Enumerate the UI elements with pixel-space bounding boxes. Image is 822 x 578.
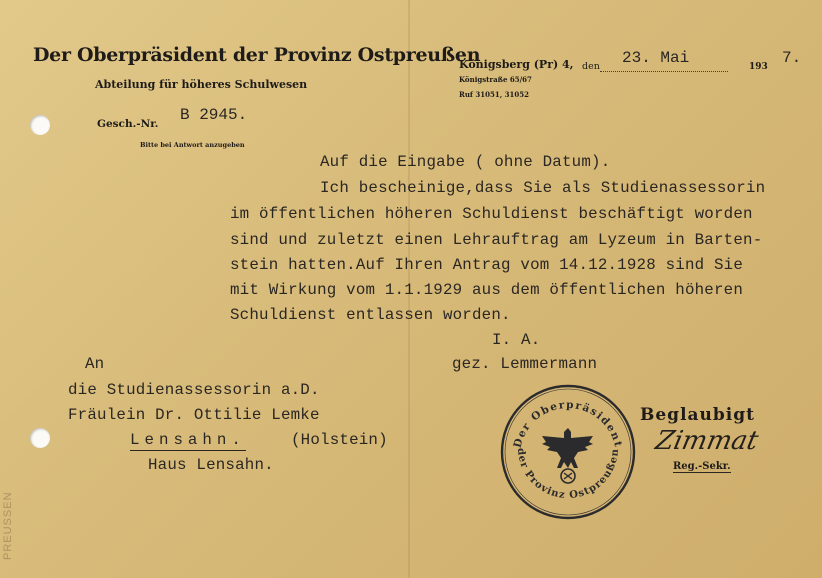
punch-hole-top [30, 115, 50, 135]
date-underline [600, 71, 728, 72]
year-suffix: 7. [782, 49, 802, 67]
file-no-label: Gesch.-Nr. [97, 118, 159, 130]
body-line-1: Auf die Eingabe ( ohne Datum). [320, 153, 611, 171]
street-address: Königstraße 65/67 [459, 75, 532, 84]
department-subtitle: Abteilung für höheres Schulwesen [95, 78, 308, 91]
den-label: den [582, 61, 600, 72]
certifier-title: Reg.-Sekr. [673, 461, 731, 472]
date-day-month: 23. Mai [622, 49, 690, 67]
body-line-3: im öffentlichen höheren Schuldienst beschäftigt worden [230, 205, 753, 223]
signature-ia: I. A. [492, 331, 541, 349]
stamp-text-top: Der Oberpräsident [511, 398, 625, 450]
place: Königsberg (Pr) 4, [459, 58, 574, 71]
recipient-line-2: Fräulein Dr. Ottilie Lemke [68, 406, 320, 424]
recipient-city: Lensahn. [130, 431, 246, 449]
recipient-region: (Holstein) [291, 431, 388, 449]
recipient-an: An [85, 355, 105, 373]
recipient-line-1: die Studienassessorin a.D. [68, 381, 320, 399]
year-prefix: 193 [749, 62, 768, 72]
punch-hole-bottom [30, 428, 50, 448]
body-line-6: mit Wirkung vom 1.1.1929 aus dem öffentlichen höheren [230, 281, 744, 299]
certified-label: Beglaubigt [640, 405, 755, 425]
body-line-2: Ich bescheinige,dass Sie als Studienassessorin [320, 179, 766, 197]
body-line-7: Schuldienst entlassen worden. [230, 306, 511, 324]
eagle-emblem-icon [542, 428, 593, 483]
phone: Ruf 31051, 31052 [459, 90, 529, 99]
file-number: B 2945. [180, 106, 248, 124]
body-line-4: sind und zuletzt einen Lehrauftrag am Lyzeum in Barten- [230, 231, 763, 249]
official-seal-stamp [500, 384, 636, 520]
certifier-signature: Zimmat [652, 426, 761, 456]
authority-title: Der Oberpräsident der Provinz Ostpreußen [33, 44, 481, 66]
reply-note: Bitte bei Antwort anzugeben [140, 141, 245, 149]
signature-signed: gez. Lemmermann [452, 355, 598, 373]
recipient-line-4: Haus Lensahn. [148, 456, 274, 474]
body-line-5: stein hatten.Auf Ihren Antrag vom 14.12.1928 sind Sie [230, 256, 744, 274]
stamp-text-bottom: der Provinz Ostpreußen [514, 447, 622, 502]
edge-watermark: PREUSSEN [2, 491, 14, 560]
